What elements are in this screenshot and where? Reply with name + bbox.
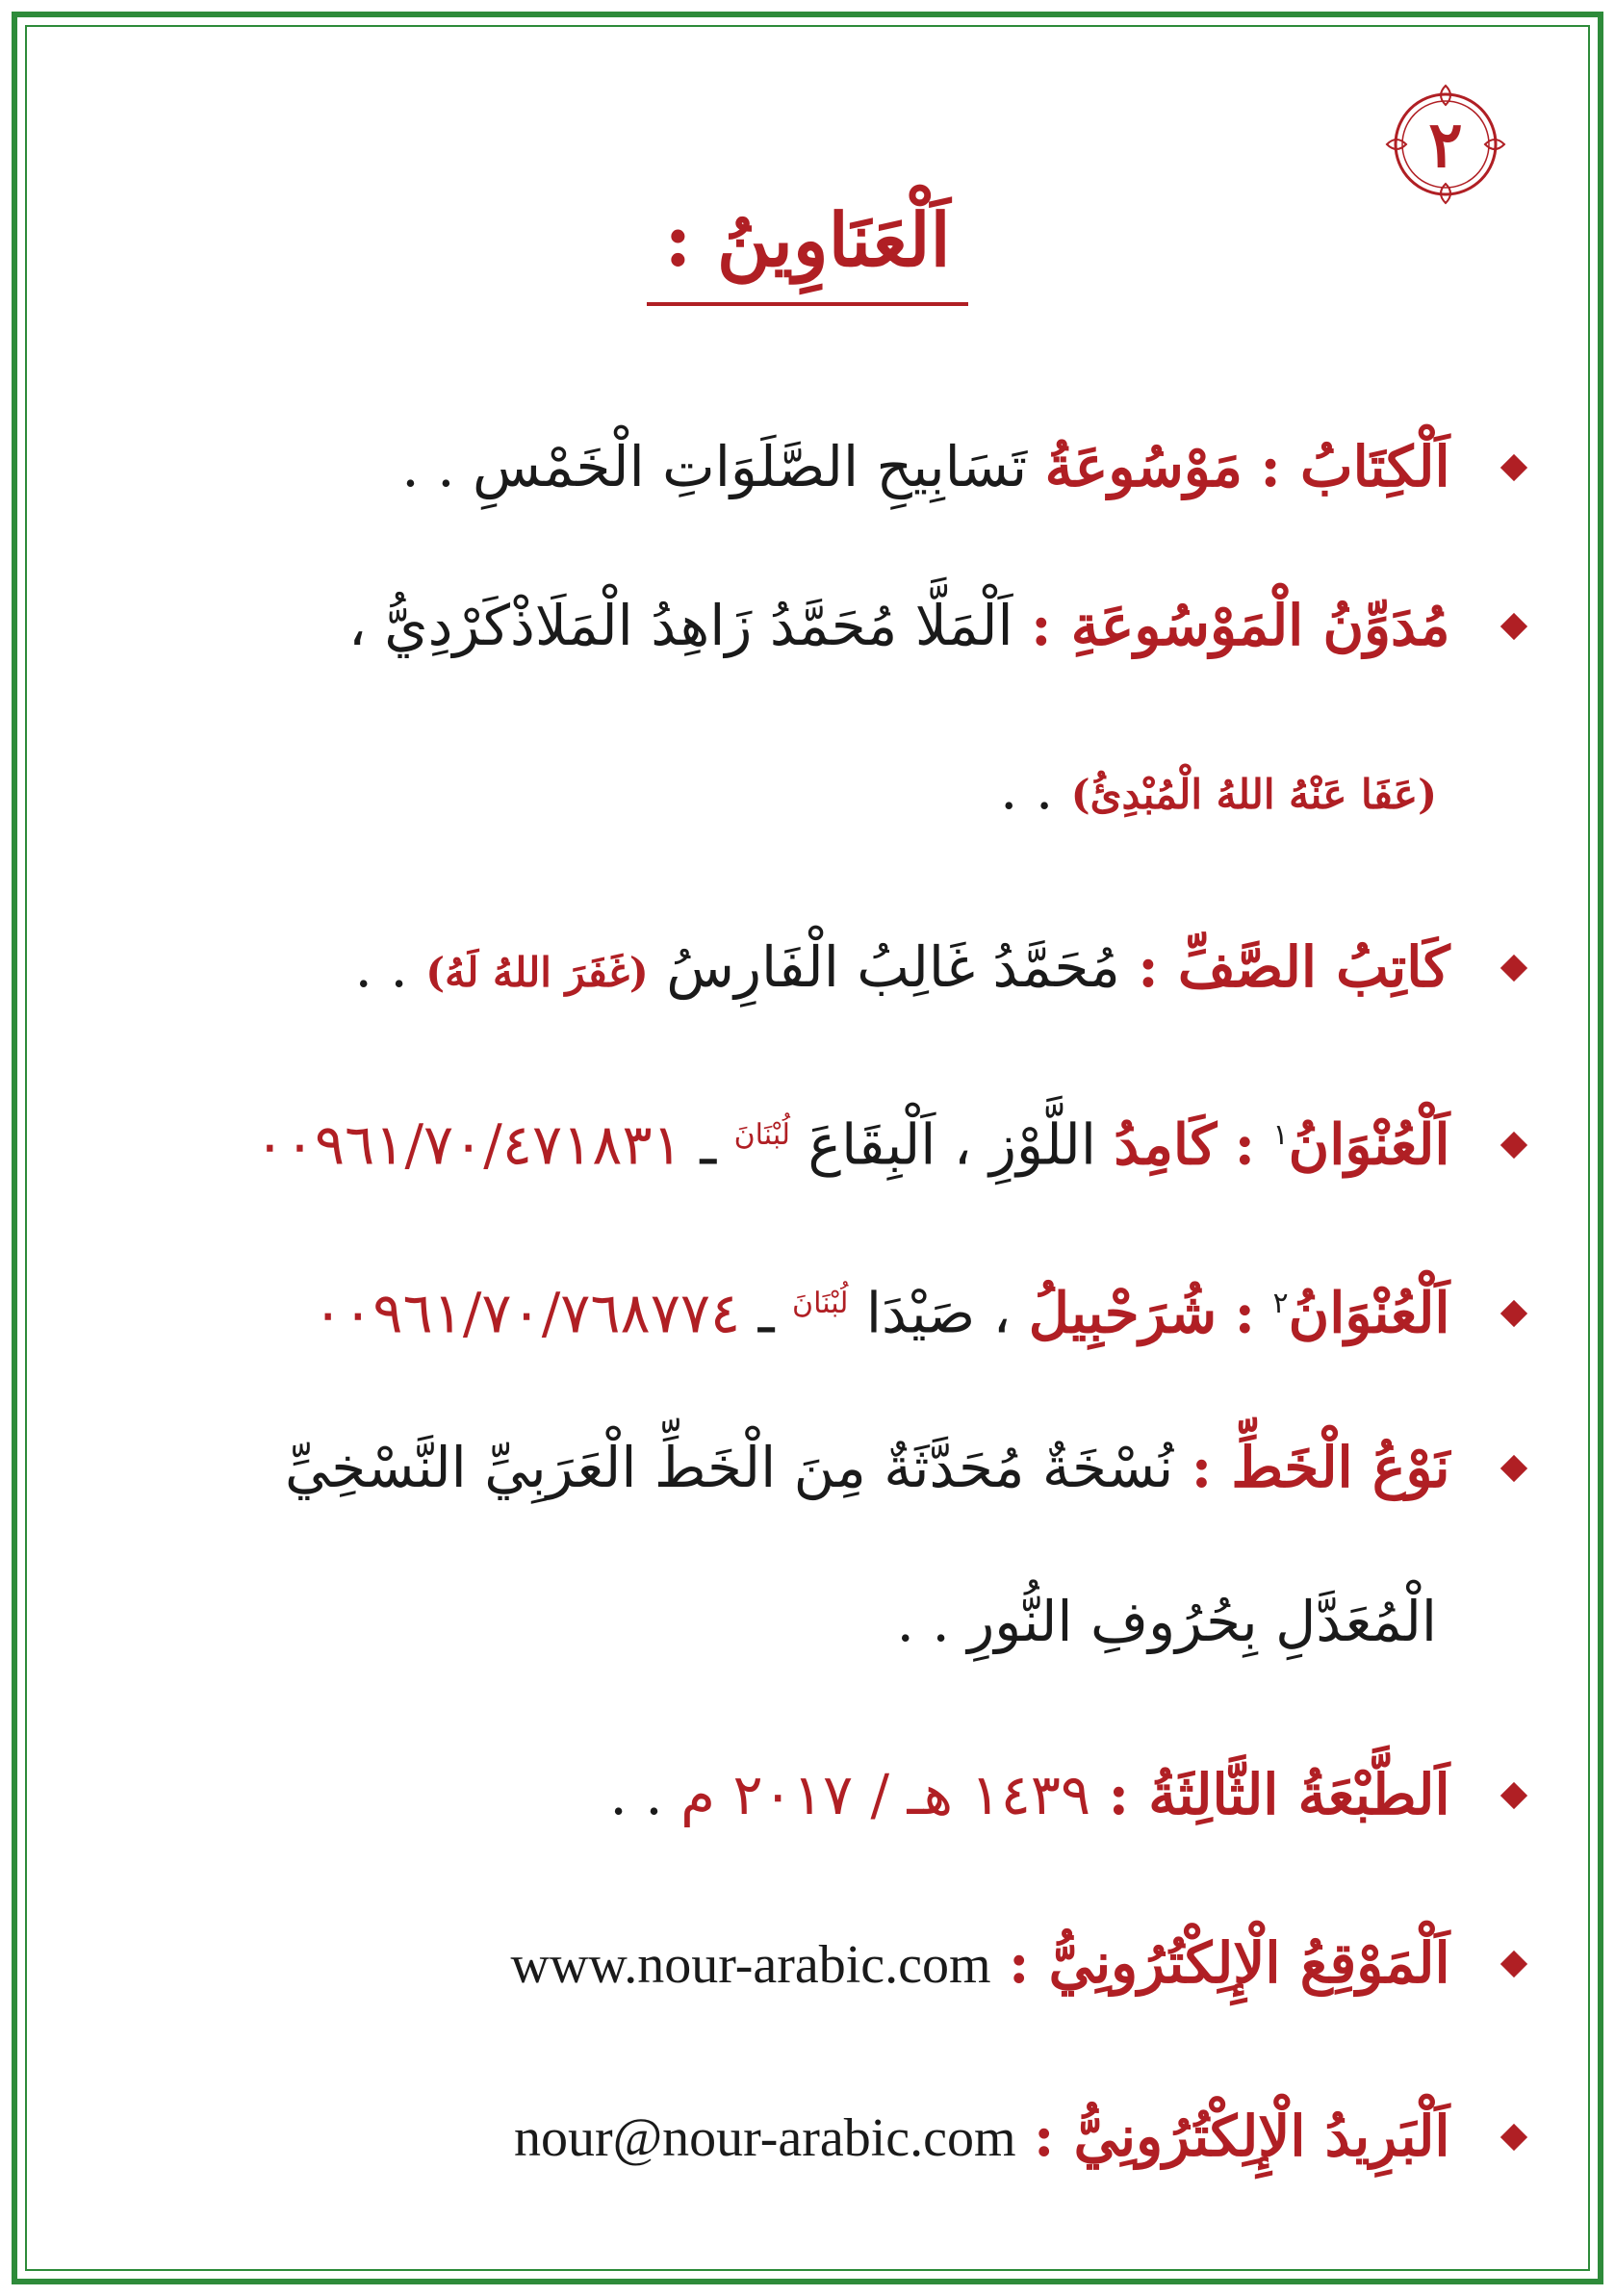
compiler-tail: . .	[1000, 756, 1054, 822]
heading-container	[0, 197, 1615, 306]
list-item-email	[58, 2098, 1524, 2177]
edition-date: ١٤٣٩ هـ / ٢٠١٧ م	[680, 1762, 1091, 1827]
typesetter-tail: . .	[354, 934, 408, 1000]
address-2-country: لُبْنَانَ	[792, 1287, 849, 1320]
diamond-bullet-icon	[1500, 1300, 1527, 1327]
typesetter-prayer-note: (غَفَرَ اللهُ لَهُ)	[425, 949, 649, 996]
address-1-colon: :	[1234, 1111, 1256, 1178]
list-item-font-type	[58, 1429, 1524, 1506]
website-label: اَلْمَوْقِعُ الْإِلِكْتُرُونِيُّ :	[1009, 1930, 1450, 1996]
book-title-highlight: مَوْسُوعَةُ	[1044, 434, 1243, 499]
diamond-bullet-icon	[1500, 2124, 1527, 2151]
typesetter-name: مُحَمَّدُ غَالِبُ الْفَارِسُ	[666, 934, 1120, 1000]
diamond-bullet-icon	[1500, 1455, 1527, 1482]
website-url[interactable]: www.nour-arabic.com	[510, 1935, 991, 1995]
address-2-index: ٢	[1272, 1287, 1289, 1320]
address-1-label: اَلْعُنْوَانُ	[1288, 1111, 1450, 1178]
compiler-label: مُدَوِّنُ الْمَوْسُوعَةِ :	[1031, 593, 1450, 658]
font-type-description: نُسْخَةٌ مُحَدَّثَةٌ مِنَ الْخَطِّ الْعَرَبِيِّ النَّسْخِيِّ	[284, 1435, 1174, 1500]
page-heading: اَلْعَنَاوِينُ :	[647, 197, 967, 306]
font-type-continuation-text: الْمُعَدَّلِ بِحُرُوفِ النُّورِ . .	[896, 1589, 1437, 1654]
page-number-badge	[1383, 82, 1508, 207]
diamond-bullet-icon	[1500, 454, 1527, 481]
book-title: تَسَابِيحِ الصَّلَوَاتِ الْخَمْسِ . .	[401, 434, 1028, 499]
book-label: اَلْكِتَابُ :	[1260, 434, 1450, 499]
address-2-colon: :	[1234, 1280, 1256, 1346]
font-type-label: نَوْعُ الْخَطِّ :	[1191, 1435, 1450, 1500]
address-1-town-highlight: كَامِدُ	[1114, 1111, 1218, 1178]
address-2-town-highlight: شُرَحْبِيلُ	[1028, 1280, 1218, 1346]
page-number: ٢	[1428, 107, 1463, 182]
diamond-bullet-icon	[1500, 1132, 1527, 1159]
address-1-place: اللَّوْزِ ، اَلْبِقَاعَ	[808, 1111, 1096, 1178]
address-2-phone: ٠٠٩٦١/٧٠/٧٦٨٧٧٤	[313, 1280, 741, 1346]
address-2-place: ، صَيْدَا	[865, 1280, 1012, 1346]
list-item-book	[58, 428, 1524, 505]
list-item-compiler	[58, 587, 1524, 664]
compiler-name: اَلْمَلَّا مُحَمَّدُ زَاهِدُ الْمَلَاذْكَرْدِيُّ ،	[348, 593, 1013, 658]
address-1-country: لُبْنَانَ	[733, 1118, 791, 1152]
diamond-bullet-icon	[1500, 1782, 1527, 1809]
list-item-address-2	[58, 1265, 1524, 1351]
address-1-index: ١	[1272, 1118, 1289, 1152]
list-item-edition	[58, 1756, 1524, 1833]
address-2-dash: ـ	[757, 1280, 775, 1346]
edition-label: اَلطَّبْعَةُ الثَّالِثَةُ :	[1108, 1762, 1450, 1827]
address-2-label: اَلْعُنْوَانُ	[1288, 1280, 1450, 1346]
address-1-phone: ٠٠٩٦١/٧٠/٤٧١٨٣١	[254, 1111, 682, 1178]
diamond-bullet-icon	[1500, 955, 1527, 982]
font-type-continuation	[58, 1583, 1437, 1660]
email-label: اَلْبَرِيدُ الْإِلِكْتُرُونِيُّ :	[1033, 2104, 1450, 2169]
diamond-bullet-icon	[1500, 613, 1527, 640]
edition-tail: . .	[609, 1762, 663, 1827]
compiler-prayer-note: (عَفَا عَنْهُ اللهُ الْمُبْدِئُ)	[1070, 771, 1437, 818]
list-item-website	[58, 1925, 1524, 2003]
diamond-bullet-icon	[1500, 1951, 1527, 1977]
typesetter-label: كَاتِبُ الصَّفِّ :	[1138, 934, 1450, 1000]
list-item-address-1	[58, 1097, 1524, 1183]
email-address[interactable]: nour@nour-arabic.com	[513, 2108, 1016, 2168]
list-item-typesetter	[58, 929, 1524, 1011]
address-1-dash: ـ	[700, 1111, 717, 1178]
compiler-continuation	[58, 751, 1437, 833]
